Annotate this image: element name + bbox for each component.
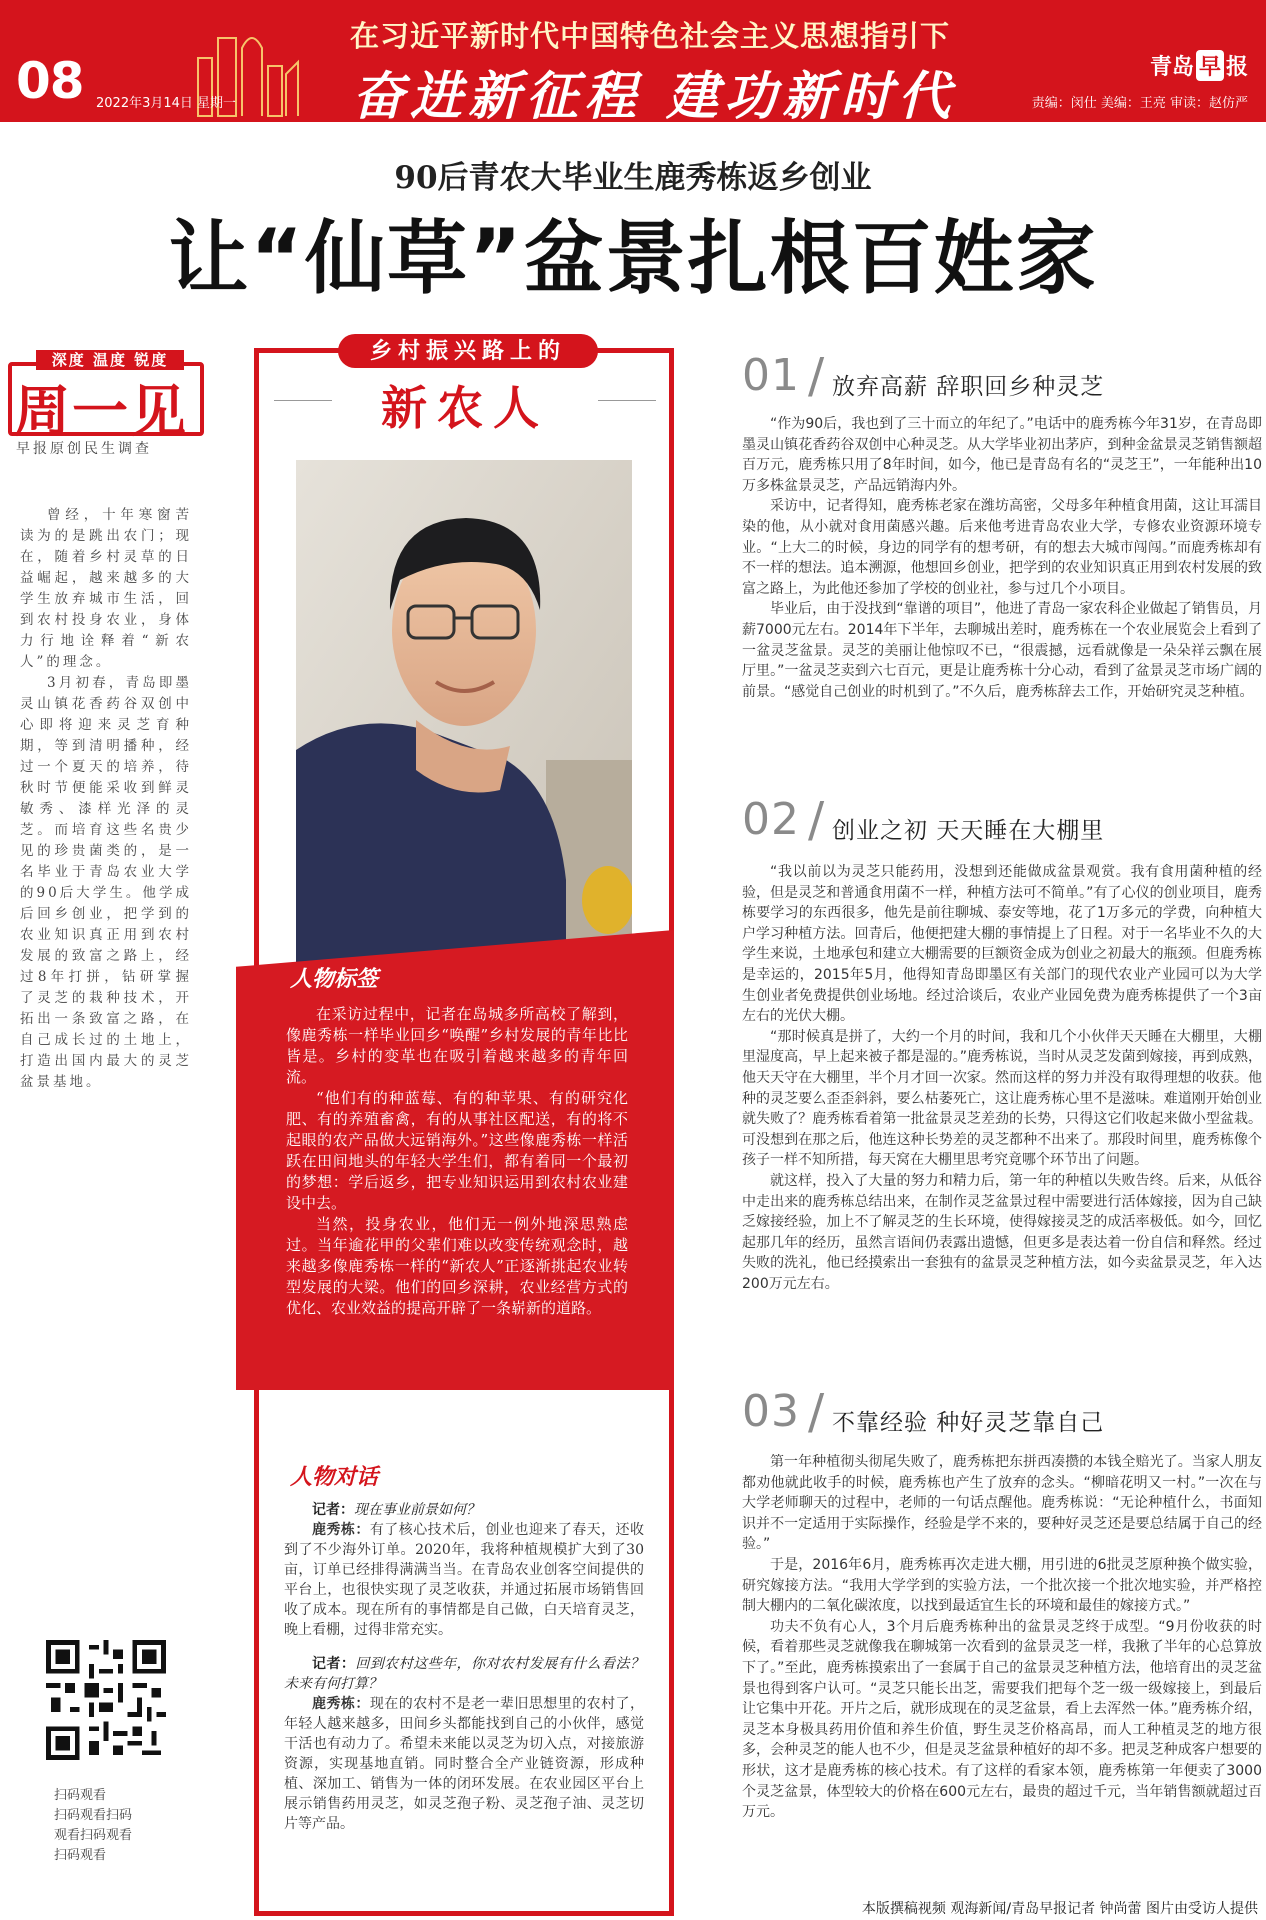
section-heading-03 <box>742 1386 1262 1438</box>
dialog-answer <box>284 1694 644 1834</box>
section-paragraph: 功夫不负有心人，3个月后鹿秀栋种出的盆景灵芝终于成型。“9月份收获的时候，看着那些灵芝就像我在聊城第一次看到的盆景灵芝一样，我揪了半年的心总算放下了。”至此，鹿秀栋摸索出了一套属于自己的盆景灵芝种植方法，他培育出的灵芝盆景也得到客户认可。“灵芝只能长出芝，需要我们把每个芝一级一级嫁接上，到最后让它集中开花。开片之后，就形成现在的灵芝盆景，看上去浑然一体。”鹿秀栋介绍，灵芝本身极具药用价值和养生价值，野生灵芝价格高昂，而人工种植灵芝的地方很多，会种灵芝的能人也不少，但是灵芝盆景种植好的却不多。把灵芝种成客户想要的形状，这才是鹿秀栋的核心技术。有了这样的看家本领，鹿秀栋第一年便卖了3000个灵芝盆景，体型较大的价格在600元左右，最贵的超过千元，当年销售额就超过百万元。 <box>742 1618 1262 1821</box>
section-paragraph: 毕业后，由于没找到“靠谱的项目”，他进了青岛一家农科企业做起了销售员，月薪7000元左右。2014年下半年，去聊城出差时，鹿秀栋在一个农业展览会上看到了一盆灵芝盆景。灵芝的美丽让他惊叹不已，“很震撼，远看就像是一朵朵祥云飘在展厅里。”一盆灵芝卖到六七百元，更是让鹿秀栋十分心动，看到了盆景灵芝市场广阔的前景。“感觉自己创业的时机到了。”不久后，鹿秀栋辞去工作，开始研究灵芝种植。 <box>742 601 1262 700</box>
qr-caption-line: 观看扫码观看 <box>54 1828 133 1843</box>
tag-section-title: 人物标签 <box>290 967 379 992</box>
column-subtitle: 早报原创民生调查 <box>16 441 152 457</box>
qr-caption-line: 扫码观看 <box>54 1848 107 1863</box>
tag-paragraph: 在采访过程中，记者在岛城多所高校了解到，像鹿秀栋一样毕业回乡“唤醒”乡村发展的青年比比皆是。乡村的变革也在吸引着越来越多的青年回流。 <box>286 1005 628 1086</box>
qr-code-icon[interactable] <box>46 1640 166 1760</box>
section-title: 不靠经验 种好灵芝靠自己 <box>832 1410 1105 1436</box>
column-name: 周一见 <box>14 380 188 445</box>
dialog-text: 现在事业前景如何？ <box>354 1502 480 1518</box>
section-body-01 <box>742 414 1262 702</box>
section-paragraph: “我以前以为灵芝只能药用，没想到还能做成盆景观赏。我有食用菌种植的经验，但是灵芝和普通食用菌不一样，种植方法可不简单。”有了心仪的创业项目，鹿秀栋要学习的东西很多，他先是前往聊城、泰安等地，花了1万多元的学费，向种植大户学习种植方法。回青后，他便把建大棚的事情提上了日程。对于一名毕业不久的大学生来说，土地承包和建立大棚需要的巨额资金成为创业之初最大的瓶颈。但鹿秀栋是幸运的，2015年5月，他得知青岛即墨区有关部门的现代农业产业园可以为大学生创业者免费提供创业场地。经过洽谈后，农业产业园免费为鹿秀栋提供了一个3亩左右的光伏大棚。 <box>742 864 1262 1025</box>
column-tagline: 深度 温度 锐度 <box>36 350 184 370</box>
dialog-text: 有了核心技术后，创业也迎来了春天，还收到了不少海外订单。2020年，我将种植规模扩大到了30亩，订单已经排得满满当当。在青岛农业创客空间提供的平台上，也很快实现了灵芝收获，并通过拓展市场销售回收了成本。现在所有的事情都是自己做，白天培育灵芝，晚上看棚，过得非常充实。 <box>284 1522 645 1638</box>
feature-title: 新农人 <box>300 372 630 438</box>
logo-text-a: 青岛 <box>1149 55 1194 80</box>
qr-caption-line: 扫码观看扫码 <box>54 1808 133 1823</box>
section-slash: / <box>808 348 825 404</box>
tag-section-text <box>286 1004 628 1319</box>
section-paragraph: “作为90后，我也到了三十而立的年纪了。”电话中的鹿秀栋今年31岁，在青岛即墨灵山镇花香药谷双创中心种灵芝。从大学毕业初出茅庐，到种金盆景灵芝销售额超百万元，鹿秀栋只用了8年时间，如今，他已是青岛有名的“灵芝王”，一年能种出10万多株盆景灵芝，产品远销海内外。 <box>742 416 1262 494</box>
section-heading-02 <box>742 794 1262 846</box>
logo-text-c: 报 <box>1225 55 1248 80</box>
section-title: 创业之初 天天睡在大棚里 <box>832 818 1105 844</box>
section-title: 放弃高薪 辞职回乡种灵芝 <box>832 374 1105 400</box>
page-number: 08 <box>16 52 84 110</box>
section-number: 03 <box>742 1386 800 1437</box>
dialog-speaker: 记者： <box>312 1656 356 1672</box>
section-number: 02 <box>742 794 800 845</box>
article-headline: 让“仙草”盆景扎根百姓家 <box>168 212 1098 305</box>
dialog-section <box>284 1500 644 1834</box>
intro-paragraph: 3月初春，青岛即墨灵山镇花香药谷双创中心即将迎来灵芝育种期，等到清明播种，经过一个夏天的培养，待秋时节便能采收到鲜灵敏秀、漆样光泽的灵芝。而培育这些名贵少见的珍贵菌类的，是一名毕业于青岛农业大学的90后大学生。他学成后回乡创业，把学到的农业知识真正用到农村发展的致富之路上，经过8年打拼，钻研掌握了灵芝的栽种技术，开拓出一条致富之路，在自己成长过的土地上，打造出国内最大的灵芝盆景基地。 <box>20 675 192 1090</box>
section-paragraph: 于是，2016年6月，鹿秀栋再次走进大棚，用引进的6批灵芝原种换个做实验，研究嫁接方法。“我用大学学到的实验方法，一个批次接一个批次地实验，并严格控制大棚内的二氧化碳浓度，以找到最适宜生长的环境和最佳的嫁接方式。” <box>742 1556 1262 1615</box>
footer-credit: 本版撰稿视频 观海新闻/青岛早报记者 钟尚蕾 图片由受访人提供 <box>861 1901 1258 1917</box>
dialog-section-title: 人物对话 <box>290 1465 379 1490</box>
dialog-question <box>284 1654 644 1694</box>
intro-paragraph: 曾经，十年寒窗苦读为的是跳出农门；现在，随着乡村灵草的日益崛起，越来越多的大学生放弃城市生活，回到农村投身农业，身体力行地诠释着“新农人”的理念。 <box>20 507 192 670</box>
section-body-02 <box>742 862 1262 1294</box>
tag-paragraph: “他们有的种蓝莓、有的种苹果、有的研究化肥、有的养殖畜禽，有的从事社区配送，有的将不起眼的农产品做大远销海外。”这些像鹿秀栋一样活跃在田间地头的年轻大学生们，都有着同一个最初的梦想：学后返乡，把专业知识运用到农村农业建设中去。 <box>286 1089 628 1212</box>
editor-credits: 责编：闵仕 美编：王亮 审读：赵仿严 <box>1031 96 1248 111</box>
section-heading-01 <box>742 350 1262 402</box>
section-paragraph: 就这样，投入了大量的努力和精力后，第一年的种植以失败告终。后来，从低谷中走出来的鹿秀栋总结出来，在制作灵芝盆景过程中需要进行活体嫁接，因为自己缺乏嫁接经验，加上不了解灵芝的生长环境，使得嫁接灵芝的成活率极低。如今，回忆起那几年的经历，虽然言语间仍表露出遗憾，但更多是表达着一份自信和释然。经过失败的洗礼，他已经摸索出一套独有的盆景灵芝种植方法，如今卖盆景灵芝，年入达200万元左右。 <box>742 1172 1262 1292</box>
section-paragraph: “那时候真是拼了，大约一个月的时间，我和几个小伙伴天天睡在大棚里，大棚里湿度高，早上起来被子都是湿的。”鹿秀栋说，当时从灵芝发菌到嫁接，再到成熟，他天天守在大棚里，半个月才回一次家。然而这样的努力并没有取得理想的收获。他种的灵芝要么歪歪斜斜，要么枯萎死亡，这让鹿秀栋心里不是滋味。难道刚开始创业就失败了？鹿秀栋看着第一批盆景灵芝差劲的长势，只得这它们收起来做小型盆栽。可没想到在那之后，他连这种长势差的灵芝都种不出来了。那段时间里，鹿秀栋像个孩子一样不知所措，每天窝在大棚里思考究竟哪个环节出了问题。 <box>742 1028 1262 1169</box>
section-slash: / <box>808 792 825 848</box>
dialog-speaker: 鹿秀栋： <box>312 1696 370 1712</box>
section-paragraph: 采访中，记者得知，鹿秀栋老家在潍坊高密，父母多年种植食用菌，这让耳濡目染的他，从小就对食用菌感兴趣。后来他考进青岛农业大学，专修农业资源环境专业。“上大二的时候，身边的同学有的想考研，有的想去大城市闯闯。”而鹿秀栋却有不一样的想法。追本溯源，他想回乡创业，把学到的农业知识真正用到农村发展的致富之路上，为此他还参加了学校的创业社，参与过几个小项目。 <box>742 498 1262 597</box>
logo-badge: 早 <box>1196 50 1224 81</box>
feature-ribbon: 乡村振兴路上的 <box>338 334 598 368</box>
section-paragraph: 第一年种植彻头彻尾失败了，鹿秀栋把东拼西凑攒的本钱全赔光了。当家人朋友都劝他就此收手的时候，鹿秀栋也产生了放弃的念头。“柳暗花明又一村。”一次在与大学老师聊天的过程中，老师的一句话点醒他。鹿秀栋说：“无论种植什么，书面知识并不一定适用于实际操作，经验是学不来的，要种好灵芝还是要总结属于自己的经验。” <box>742 1454 1262 1553</box>
publication-date: 2022年3月14日 星期一 <box>96 96 237 111</box>
dialog-question <box>284 1500 644 1520</box>
portrait-photo <box>296 460 632 980</box>
dialog-text: 现在的农村不是老一辈旧思想里的农村了，年轻人越来越多，田间乡头都能找到自己的小伙伴，感觉干活也有动力了。希望未来能以灵芝为切入点，对接旅游资源，实现基地直销。同时整合全产业链资源，形成种植、深加工、销售为一体的闭环发展。在农业园区平台上展示销售药用灵芝，如灵芝孢子粉、灵芝孢子油、灵芝切片等产品。 <box>284 1696 645 1832</box>
dialog-answer <box>284 1520 644 1640</box>
dialog-speaker: 记者： <box>312 1502 354 1518</box>
dialog-text: 回到农村这些年，你对农村发展有什么看法？未来有何打算？ <box>284 1656 645 1692</box>
column-intro <box>20 505 192 1093</box>
section-body-03 <box>742 1452 1262 1823</box>
slogan-main: 奋进新征程 建功新时代 <box>352 66 957 122</box>
column-logo <box>8 350 204 445</box>
masthead-banner <box>0 0 1266 122</box>
section-number: 01 <box>742 350 800 401</box>
qr-caption-line: 扫码观看 <box>54 1788 107 1803</box>
article-subheadline: 90后青农大毕业生鹿秀栋返乡创业 <box>394 160 872 196</box>
section-slash: / <box>808 1384 825 1440</box>
qr-caption <box>54 1786 174 1866</box>
slogan-top: 在习近平新时代中国特色社会主义思想指引下 <box>350 19 951 53</box>
newspaper-logo <box>1150 50 1248 81</box>
tag-paragraph: 当然，投身农业，他们无一例外地深思熟虑过。当年逾花甲的父辈们难以改变传统观念时，越来越多像鹿秀栋一样的“新农人”正逐渐挑起农业转型发展的大梁。他们的回乡深耕，农业经营方式的优化、农业效益的提高开辟了一条崭新的道路。 <box>286 1215 628 1317</box>
dialog-speaker: 鹿秀栋： <box>312 1522 370 1538</box>
